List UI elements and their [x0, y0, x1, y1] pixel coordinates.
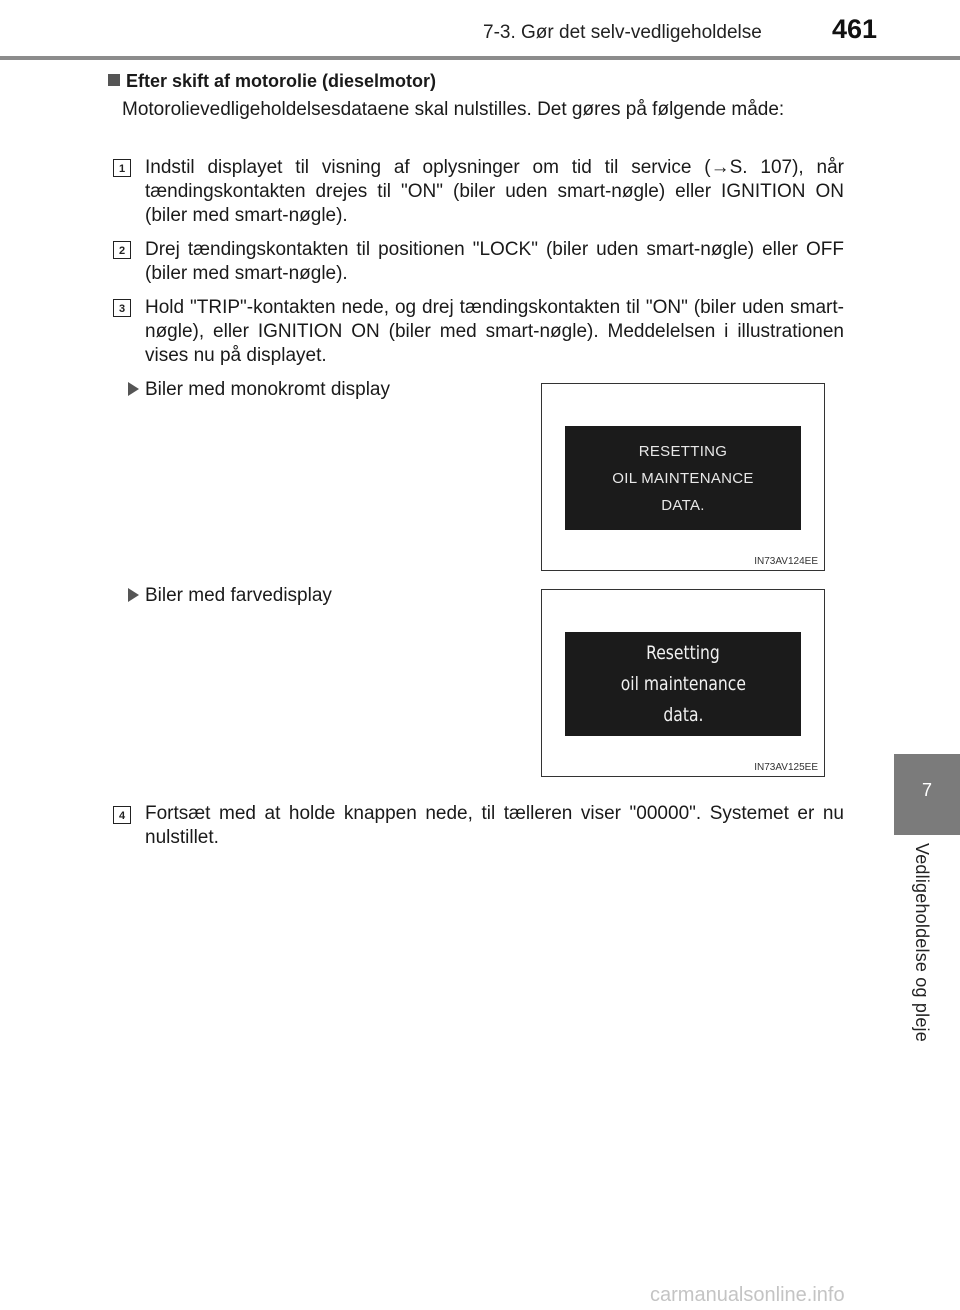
- step-text-3: Hold "TRIP"-kontakten nede, og drej tændingskontakten til "ON" (biler uden smart-nøgle), eller IGNITION ON (biler med smart-nøgle). Meddelelsen i illustrationen vises nu på displayet.: [145, 297, 844, 366]
- section-heading-text: Efter skift af motorolie (dieselmotor): [126, 71, 437, 91]
- illustration-color-display: [541, 589, 825, 777]
- watermark: carmanualsonline.info: [650, 1284, 845, 1306]
- step-text-4: Fortsæt med at holde knappen nede, til tælleren viser "00000". Systemet er nu nulstillet.: [145, 803, 844, 848]
- display-line: Resetting: [646, 641, 720, 664]
- chapter-number: 7: [921, 780, 932, 800]
- step-number-4: 4: [113, 806, 131, 824]
- display-screen-mono: [565, 426, 801, 530]
- header-rule: [0, 56, 960, 60]
- display-line: OIL MAINTENANCE: [612, 469, 754, 487]
- chapter-tab: [894, 754, 960, 835]
- triangle-bullet-icon: [128, 382, 139, 396]
- display-screen-color: [565, 632, 801, 736]
- illustration-caption-color: Biler med farvedisplay: [128, 585, 332, 607]
- header-title: 7-3. Gør det selv-vedligeholdelse: [483, 22, 762, 43]
- square-bullet-icon: [108, 74, 120, 86]
- triangle-bullet-icon: [128, 588, 139, 602]
- display-line: oil maintenance: [620, 672, 746, 695]
- display-line: RESETTING: [638, 442, 728, 460]
- section-heading: [108, 71, 436, 92]
- page-number: 461: [832, 14, 878, 44]
- step-number-1: 1: [113, 159, 131, 177]
- step-number-3: 3: [113, 299, 131, 317]
- chapter-label: Vedligeholdelse og pleje: [912, 843, 932, 1042]
- step-text-2: Drej tændingskontakten til positionen "LOCK" (biler uden smart-nøgle) eller OFF (biler med smart-nøgle).: [145, 239, 844, 284]
- section-intro: Motorolievedligeholdelsesdataene skal nulstilles. Det gøres på følgende måde:: [122, 99, 785, 120]
- illustration-code: IN73AV124EE: [754, 556, 818, 567]
- display-line: DATA.: [661, 496, 705, 514]
- step-text-1: Indstil displayet til visning af oplysninger om tid til service (→S. 107), når tændingskontakten drejes til "ON" (biler uden smart-nøgle) eller IGNITION ON (biler med smart-nøgle).: [145, 157, 844, 226]
- step-number-2: 2: [113, 241, 131, 259]
- illustration-caption-mono: Biler med monokromt display: [128, 379, 390, 401]
- illustration-mono-display: [541, 383, 825, 571]
- display-line: data.: [662, 703, 704, 726]
- illustration-code: IN73AV125EE: [754, 762, 818, 773]
